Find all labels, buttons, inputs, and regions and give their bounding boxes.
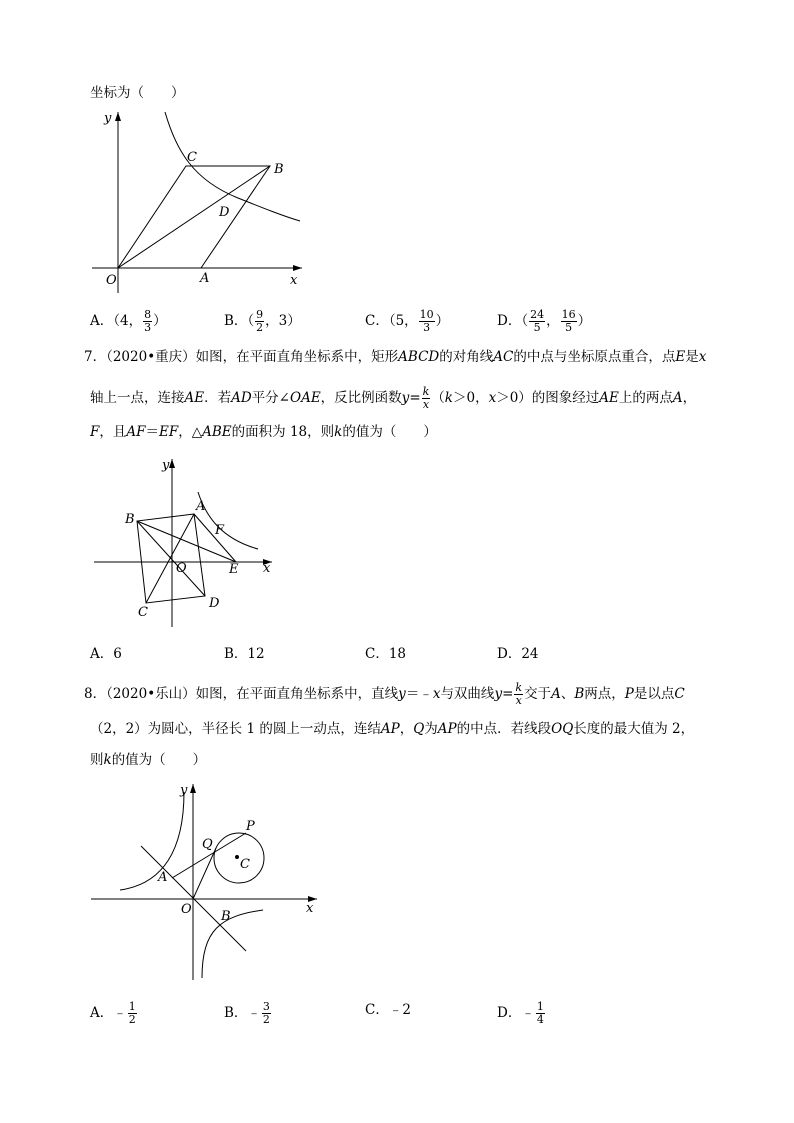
q8-text: 、 — [560, 686, 575, 702]
q8-label-q: Q — [202, 837, 213, 852]
q6-option-c-label: C．（5， — [365, 313, 418, 329]
q7-option-a: A．6 — [90, 646, 122, 662]
q7-var: F — [90, 424, 100, 440]
q8-label-a: A — [158, 870, 168, 885]
q8-var: Q — [413, 721, 425, 737]
q8-figure — [88, 780, 323, 985]
q7-text: = — [409, 390, 421, 406]
q6-option-a — [90, 309, 167, 334]
q8-text: 长度的最大值为 2， — [573, 721, 695, 737]
q7-text: ，且 — [99, 424, 127, 440]
q6-label-d: D — [219, 205, 230, 220]
q8-center-c — [235, 855, 239, 859]
q7-text: ， — [682, 390, 697, 406]
q7-option-c: C．18 — [365, 646, 407, 662]
q7-var: k — [444, 390, 453, 406]
q7-label-c: C — [138, 605, 148, 620]
q8-option-a-fraction — [128, 1001, 137, 1026]
q8-label-c: C — [240, 857, 250, 872]
q8-text: 的值为（ ） — [111, 752, 207, 768]
q7-text: ＞0， — [452, 390, 489, 406]
q8-option-b — [224, 1001, 272, 1026]
q6-option-b-fraction — [255, 309, 264, 334]
q8-option-d-label: D．﹣ — [497, 1005, 535, 1021]
q7-var: AF — [126, 424, 146, 440]
q8-var: k — [103, 752, 112, 768]
q8-option-a-label: A．﹣ — [90, 1005, 127, 1021]
q7-label-d: D — [209, 596, 220, 611]
q8-frac-num: k — [515, 681, 523, 694]
q8-var: y — [494, 686, 503, 702]
q6-option-c — [365, 309, 449, 334]
q8-text: （2，2）为圆心，半径长 1 的圆上一动点，连结 — [90, 721, 381, 737]
q6-option-d-fraction-2 — [561, 309, 577, 334]
q6-option-c-close: ） — [435, 313, 450, 329]
q8-var: AP — [437, 721, 457, 737]
q8-var: A — [551, 686, 561, 702]
q8-label-p: P — [246, 819, 255, 834]
q8-option-c-label: C．﹣2 — [365, 1002, 411, 1018]
q6-option-b-close: ，3） — [265, 313, 301, 329]
q7-label-o: O — [176, 561, 187, 576]
q7-text: 轴上一点，连接 — [90, 390, 185, 406]
q6-option-d-fraction-1 — [529, 309, 545, 334]
q8-option-d — [497, 1001, 546, 1026]
q7-segment-ae — [194, 514, 236, 562]
q8-segment-oq — [193, 848, 216, 899]
q7-text: 上的两点 — [618, 390, 673, 406]
q7-var: x — [488, 390, 497, 406]
q8-label-b: B — [221, 909, 231, 924]
q6-label-b: B — [274, 162, 284, 177]
q7-var: x — [698, 349, 707, 365]
q6-option-d-num1: 24 — [530, 308, 545, 321]
q8-var: AP — [380, 721, 400, 737]
q6-option-d-close: ） — [577, 313, 592, 329]
q7-label-y: y — [162, 458, 170, 473]
q7-diagonal-bd — [137, 521, 205, 596]
q8-option-c — [365, 1001, 411, 1019]
q8-option-b-num: 3 — [262, 1000, 270, 1013]
q6-option-b-den: 2 — [256, 321, 264, 334]
q8-var: P — [624, 686, 634, 702]
q7-line-2 — [90, 386, 696, 411]
q6-option-a-fraction — [143, 309, 152, 334]
q6-option-c-den: 3 — [423, 321, 431, 334]
q8-option-a-num: 1 — [128, 1000, 136, 1013]
q7-text: ＞0）的图象经过 — [496, 390, 600, 406]
q8-k-over-x — [514, 682, 523, 707]
q7-text: （ — [431, 390, 445, 406]
q8-option-d-num: 1 — [536, 1000, 544, 1013]
q7-var: k — [334, 424, 343, 440]
q7-option-d: D．24 — [497, 646, 539, 662]
q6-label-c: C — [187, 150, 197, 165]
q7-var: AE — [599, 390, 619, 406]
q8-var: y — [398, 686, 406, 702]
q8-line-2 — [90, 720, 694, 738]
q8-line-1 — [84, 682, 685, 707]
q7-text: 的值为（ ） — [342, 424, 437, 440]
q8-var: x — [432, 686, 441, 702]
q8-text: 为 — [424, 721, 438, 737]
q8-text: 则 — [90, 752, 104, 768]
q7-var: ABCD — [398, 349, 440, 365]
q6-option-d-mid: ， — [546, 313, 560, 329]
q7-text: 的面积为 18，则 — [231, 424, 335, 440]
q7-text: 7．（2020•重庆）如图，在平面直角坐标系中，矩形 — [84, 349, 399, 365]
q7-text: 的对角线 — [439, 349, 494, 365]
q7-var: A — [672, 390, 683, 406]
q7-var: E — [675, 349, 686, 365]
q6-option-c-fraction — [419, 309, 435, 334]
q8-option-d-den: 4 — [536, 1013, 544, 1026]
q7-frac-den: x — [422, 398, 430, 411]
q6-option-d-num2: 16 — [561, 308, 576, 321]
q8-text: ， — [399, 721, 414, 737]
q7-var: AC — [493, 349, 514, 365]
q6-label-o: O — [106, 273, 117, 288]
q7-k-over-x — [422, 386, 431, 411]
q6-label-y: y — [104, 111, 112, 126]
q7-text: ，反比例函数 — [320, 390, 402, 406]
q8-text: 交于 — [524, 686, 552, 702]
q7-figure — [90, 455, 280, 630]
q7-option-b: B．12 — [224, 646, 265, 662]
q8-line-3 — [90, 751, 206, 769]
q6-tail-text: 坐标为（ ） — [90, 85, 185, 101]
q8-option-b-label: B．﹣ — [224, 1005, 261, 1021]
q7-var: ABE — [202, 424, 232, 440]
q6-option-b-label: B．（ — [224, 313, 255, 329]
q8-var: OQ — [551, 721, 574, 737]
q7-text: ，△ — [178, 424, 203, 440]
q6-figure — [88, 108, 308, 293]
q8-option-a-den: 2 — [128, 1013, 136, 1026]
q7-label-a: A — [196, 499, 206, 514]
q8-label-x: x — [306, 901, 314, 916]
q6-option-a-label: A．（4， — [90, 313, 143, 329]
q7-line-1 — [84, 348, 706, 366]
q8-option-a — [90, 1001, 138, 1026]
q7-var: OAE — [290, 390, 321, 406]
q7-text: 是 — [685, 349, 699, 365]
q6-option-a-den: 3 — [144, 321, 152, 334]
q7-line-3 — [90, 423, 437, 441]
q7-hyperbola — [198, 492, 258, 549]
q8-text: ＝﹣ — [405, 686, 433, 702]
q7-var: AD — [231, 390, 252, 406]
q8-label-y: y — [180, 783, 188, 798]
q8-text: 两点， — [584, 686, 625, 702]
q8-var: B — [574, 686, 585, 702]
q6-label-x: x — [290, 273, 298, 288]
q8-text: = — [502, 686, 514, 702]
q8-text: 8．（2020•乐山）如图，在平面直角坐标系中，直线 — [84, 686, 399, 702]
q7-text: ＝ — [145, 424, 159, 440]
q8-circle-c — [214, 833, 264, 883]
q7-frac-num: k — [422, 385, 430, 398]
q8-text: 是以点 — [633, 686, 675, 702]
q6-option-d-den2: 5 — [565, 321, 573, 334]
q6-option-a-num: 8 — [144, 308, 152, 321]
q7-text: 平分∠ — [251, 390, 290, 406]
q7-label-f: F — [215, 523, 225, 538]
q6-label-a: A — [200, 271, 210, 286]
q7-label-e: E — [229, 562, 239, 577]
q7-var: y — [401, 390, 410, 406]
q8-hyperbola-left — [120, 792, 184, 890]
q8-option-b-fraction — [262, 1001, 271, 1026]
q7-text: ．若 — [204, 390, 232, 406]
q8-hyperbola-right — [202, 910, 263, 978]
q7-var: AE — [184, 390, 205, 406]
q8-text: 的中点．若线段 — [456, 721, 552, 737]
q7-label-b: B — [125, 512, 135, 527]
q7-text: 的中点与坐标原点重合，点 — [513, 349, 676, 365]
q8-option-d-fraction — [536, 1001, 545, 1026]
q6-option-a-close: ） — [153, 313, 167, 329]
q6-diagonal-ob — [118, 166, 270, 268]
q6-option-d-label: D．（ — [497, 313, 529, 329]
q8-label-o: O — [181, 902, 192, 917]
q6-option-d-den1: 5 — [533, 321, 541, 334]
q7-var: EF — [159, 424, 179, 440]
q8-option-b-den: 2 — [262, 1013, 270, 1026]
q8-text: 与双曲线 — [440, 686, 495, 702]
q8-frac-den: x — [515, 694, 522, 707]
q7-label-x: x — [263, 561, 271, 576]
q6-option-d — [497, 309, 591, 334]
q6-option-b-num: 9 — [256, 308, 264, 321]
q8-var: C — [674, 686, 685, 702]
q6-option-b — [224, 309, 301, 334]
q6-option-c-num: 10 — [419, 308, 434, 321]
